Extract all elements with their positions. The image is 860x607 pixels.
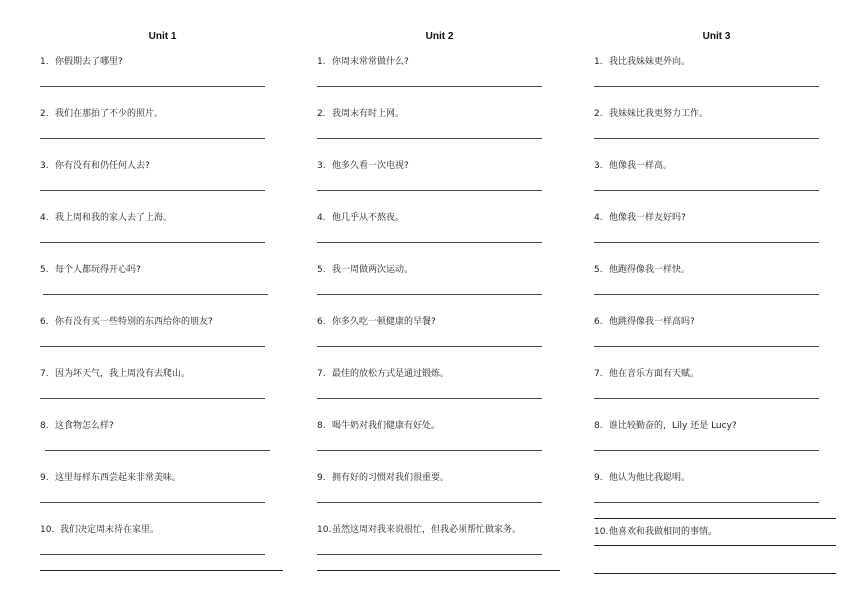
question-text: 2. 我周末有时上网。 xyxy=(317,109,405,119)
answer-line[interactable] xyxy=(594,545,836,546)
question-text: 5. 我一周做两次运动。 xyxy=(317,265,414,275)
unit-title: Unit 3 xyxy=(702,31,731,42)
answer-line[interactable] xyxy=(594,190,819,191)
answer-line[interactable] xyxy=(40,554,265,555)
question-text: 10.虽然这周对我来说很忙，但我必须帮忙做家务。 xyxy=(317,525,522,535)
answer-line[interactable] xyxy=(317,294,542,295)
question-text: 1. 你假期去了哪里? xyxy=(40,57,123,67)
question-text: 6. 你有没有买一些特别的东西给你的朋友? xyxy=(40,317,213,327)
answer-line[interactable] xyxy=(40,86,265,87)
answer-line[interactable] xyxy=(317,346,542,347)
question-item xyxy=(40,265,285,317)
question-item xyxy=(40,473,285,525)
question-item xyxy=(594,161,839,213)
question-text: 4. 他像我一样友好吗? xyxy=(594,213,686,223)
answer-line[interactable] xyxy=(594,242,819,243)
question-text: 9. 这里每样东西尝起来非常美味。 xyxy=(40,473,182,483)
question-text: 9. 他认为他比我聪明。 xyxy=(594,473,691,483)
question-item xyxy=(594,317,839,369)
answer-line[interactable] xyxy=(317,450,542,451)
answer-line[interactable] xyxy=(594,294,819,295)
question-text: 7. 最佳的放松方式是通过锻炼。 xyxy=(317,369,450,379)
question-item xyxy=(40,213,285,265)
question-item xyxy=(317,265,562,317)
question-item xyxy=(40,161,285,213)
question-item xyxy=(317,421,562,473)
question-item xyxy=(317,369,562,421)
unit-2-column xyxy=(317,0,562,607)
question-text: 4. 我上周和我的家人去了上海。 xyxy=(40,213,173,223)
question-text: 1. 你周末常常做什么? xyxy=(317,57,409,67)
answer-line[interactable] xyxy=(317,86,542,87)
question-text: 6. 他跳得像我一样高吗? xyxy=(594,317,695,327)
question-item xyxy=(317,473,562,525)
question-item xyxy=(317,161,562,213)
bottom-rule xyxy=(40,570,283,571)
answer-line[interactable] xyxy=(40,398,265,399)
bottom-rule xyxy=(594,573,836,574)
question-item xyxy=(594,109,839,161)
question-text: 3. 他多久看一次电视? xyxy=(317,161,409,171)
answer-line[interactable] xyxy=(317,398,542,399)
question-item xyxy=(594,527,839,579)
question-item xyxy=(317,317,562,369)
answer-line[interactable] xyxy=(317,554,542,555)
question-text: 8. 谁比较勤奋的，Lily 还是 Lucy? xyxy=(594,421,737,431)
question-text: 5. 他跑得像我一样快。 xyxy=(594,265,691,275)
question-text: 3. 你有没有和仍任何人去? xyxy=(40,161,150,171)
answer-line[interactable] xyxy=(594,398,819,399)
question-text: 9. 拥有好的习惯对我们很重要。 xyxy=(317,473,450,483)
section-rule xyxy=(594,518,836,519)
question-item xyxy=(594,421,839,473)
question-text: 10. 我们决定周末待在家里。 xyxy=(40,525,160,535)
question-item xyxy=(317,109,562,161)
question-item xyxy=(317,213,562,265)
question-item xyxy=(40,421,285,473)
question-item xyxy=(594,369,839,421)
answer-line[interactable] xyxy=(317,190,542,191)
question-text: 8. 这食物怎么样? xyxy=(40,421,114,431)
question-item xyxy=(40,109,285,161)
answer-line[interactable] xyxy=(40,138,265,139)
answer-line[interactable] xyxy=(317,242,542,243)
answer-line[interactable] xyxy=(40,502,265,503)
question-item xyxy=(594,57,839,109)
question-text: 7. 因为坏天气，我上周没有去爬山。 xyxy=(40,369,191,379)
answer-line[interactable] xyxy=(594,502,819,503)
unit-title: Unit 1 xyxy=(148,31,177,42)
question-item xyxy=(40,317,285,369)
answer-line[interactable] xyxy=(317,138,542,139)
question-item xyxy=(40,57,285,109)
question-text: 4. 他几乎从不熬夜。 xyxy=(317,213,405,223)
question-item xyxy=(40,369,285,421)
question-item xyxy=(594,213,839,265)
question-text: 2. 我们在那拍了不少的照片。 xyxy=(40,109,164,119)
answer-line[interactable] xyxy=(317,502,542,503)
answer-line[interactable] xyxy=(45,450,270,451)
answer-line[interactable] xyxy=(594,346,819,347)
answer-line[interactable] xyxy=(40,346,265,347)
question-text: 6. 你多久吃一顿健康的早餐? xyxy=(317,317,436,327)
question-text: 8. 喝牛奶对我们健康有好处。 xyxy=(317,421,441,431)
question-text: 2. 我妹妹比我更努力工作。 xyxy=(594,109,709,119)
unit-3-column xyxy=(594,0,839,607)
answer-line[interactable] xyxy=(43,294,268,295)
unit-title: Unit 2 xyxy=(425,31,454,42)
bottom-rule xyxy=(317,570,560,571)
answer-line[interactable] xyxy=(40,190,265,191)
answer-line[interactable] xyxy=(594,86,819,87)
question-text: 5. 每个人都玩得开心吗? xyxy=(40,265,141,275)
question-text: 10.他喜欢和我做相同的事情。 xyxy=(594,527,718,537)
answer-line[interactable] xyxy=(594,450,819,451)
question-text: 1. 我比我妹妹更外向。 xyxy=(594,57,691,67)
answer-line[interactable] xyxy=(40,242,265,243)
question-item xyxy=(317,57,562,109)
question-item xyxy=(594,265,839,317)
answer-line[interactable] xyxy=(594,138,819,139)
question-text: 3. 他像我一样高。 xyxy=(594,161,673,171)
unit-1-column xyxy=(40,0,285,607)
question-text: 7. 他在音乐方面有天赋。 xyxy=(594,369,700,379)
